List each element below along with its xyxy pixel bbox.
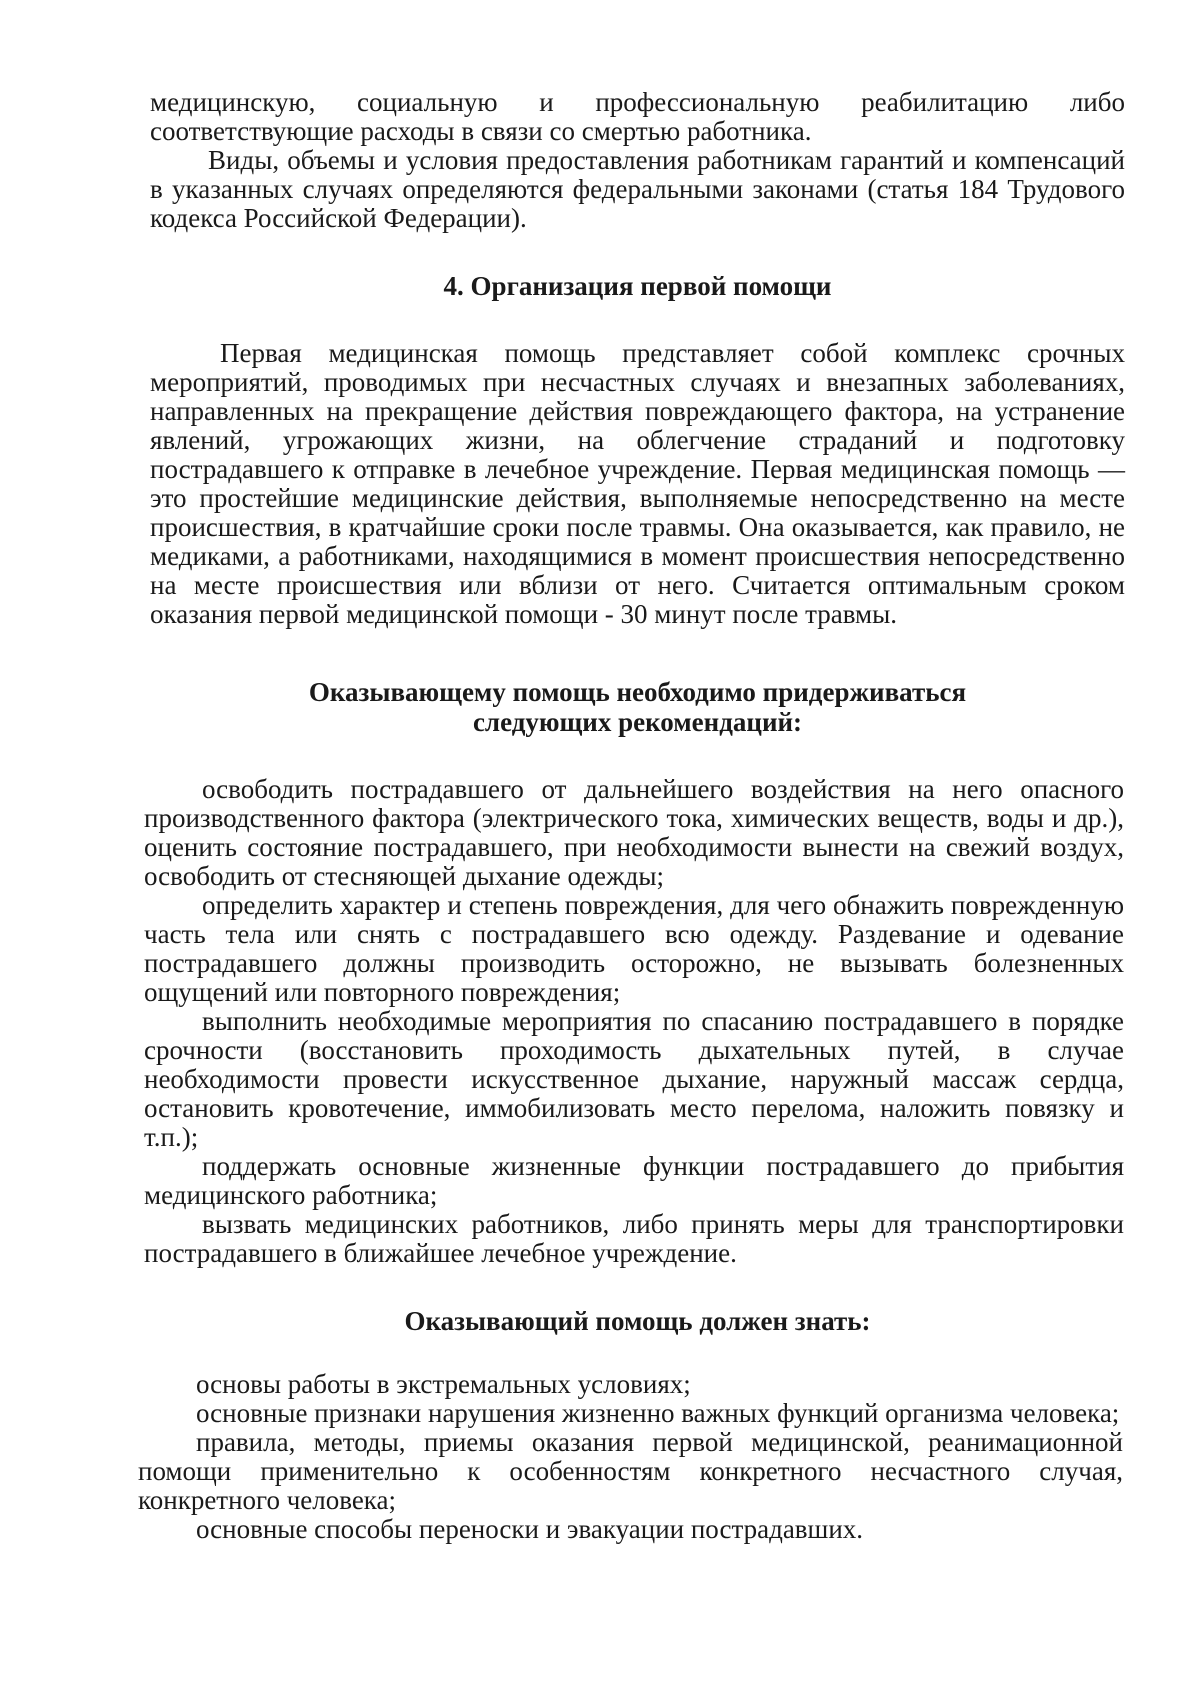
- list-item: основные способы переноски и эвакуации пострадавших.: [196, 1514, 864, 1544]
- list-item: определить характер и степень повреждения, для чего обнажить поврежденную часть тела или снять с пострадавшего всю одежду. Раздевание и одевание пострадавшего должны производить осторожно, не вызывать болезненных ощущений или повторного повреждения;: [144, 890, 1124, 1007]
- document-page: [138, 87, 1125, 1544]
- recommendations-list: [144, 775, 1124, 1268]
- recommendations-title-line-1: Оказывающему помощь необходимо придерживаться: [308, 677, 967, 707]
- recommendations-title-line-2: следующих рекомендаций:: [472, 707, 803, 737]
- section-title: 4. Организация первой помощи: [443, 271, 832, 301]
- must-know-list: [138, 1370, 1123, 1544]
- list-item: освободить пострадавшего от дальнейшего воздействия на него опасного производственного фактора (электрического тока, химических веществ, воды и др.), оценить состояние пострадавшего, при необходимости вынести на свежий воздух, освободить от стесняющей дыхание одежды;: [144, 774, 1124, 891]
- list-item: основные признаки нарушения жизненно важных функций организма человека;: [196, 1398, 1120, 1428]
- list-item: основы работы в экстремальных условиях;: [196, 1369, 691, 1399]
- recommendations-title: [150, 677, 1125, 737]
- list-item: вызвать медицинских работников, либо принять меры для транспортировки пострадавшего в ближайшее лечебное учреждение.: [144, 1209, 1124, 1268]
- intro-paragraph-1: медицинскую, социальную и профессиональную реабилитацию либо соответствующие расходы в связи со смертью работника.: [150, 87, 1125, 146]
- intro-paragraph-2: Виды, объемы и условия предоставления работникам гарантий и компенсаций в указанных случаях определяются федеральными законами (статья 184 Трудового кодекса Российской Федерации).: [150, 145, 1125, 233]
- list-item: поддержать основные жизненные функции пострадавшего до прибытия медицинского работника;: [144, 1151, 1124, 1210]
- list-item: выполнить необходимые мероприятия по спасанию пострадавшего в порядке срочности (восстановить проходимость дыхательных путей, в случае необходимости провести искусственное дыхание, наружный массаж сердца, остановить кровотечение, иммобилизовать место перелома, наложить повязку и т.п.);: [144, 1006, 1124, 1152]
- first-aid-paragraph: Первая медицинская помощь представляет собой комплекс срочных мероприятий, проводимых при несчастных случаях и внезапных заболеваниях, направленных на прекращение действия повреждающего фактора, на устранение явлений, угрожающих жизни, на облегчение страданий и подготовку пострадавшего к отправке в лечебное учреждение. Первая медицинская помощь — это простейшие медицинские действия, выполняемые непосредственно на месте происшествия, в кратчайшие сроки после травмы. Она оказывается, как правило, не медиками, а работниками, находящимися в момент происшествия непосредственно на месте происшествия или вблизи от него. Считается оптимальным сроком оказания первой медицинской помощи - 30 минут после травмы.: [150, 338, 1125, 629]
- must-know-title: Оказывающий помощь должен знать:: [404, 1306, 871, 1336]
- list-item: правила, методы, приемы оказания первой медицинской, реанимационной помощи применительно к особенностям конкретного несчастного случая, конкретного человека;: [138, 1427, 1123, 1515]
